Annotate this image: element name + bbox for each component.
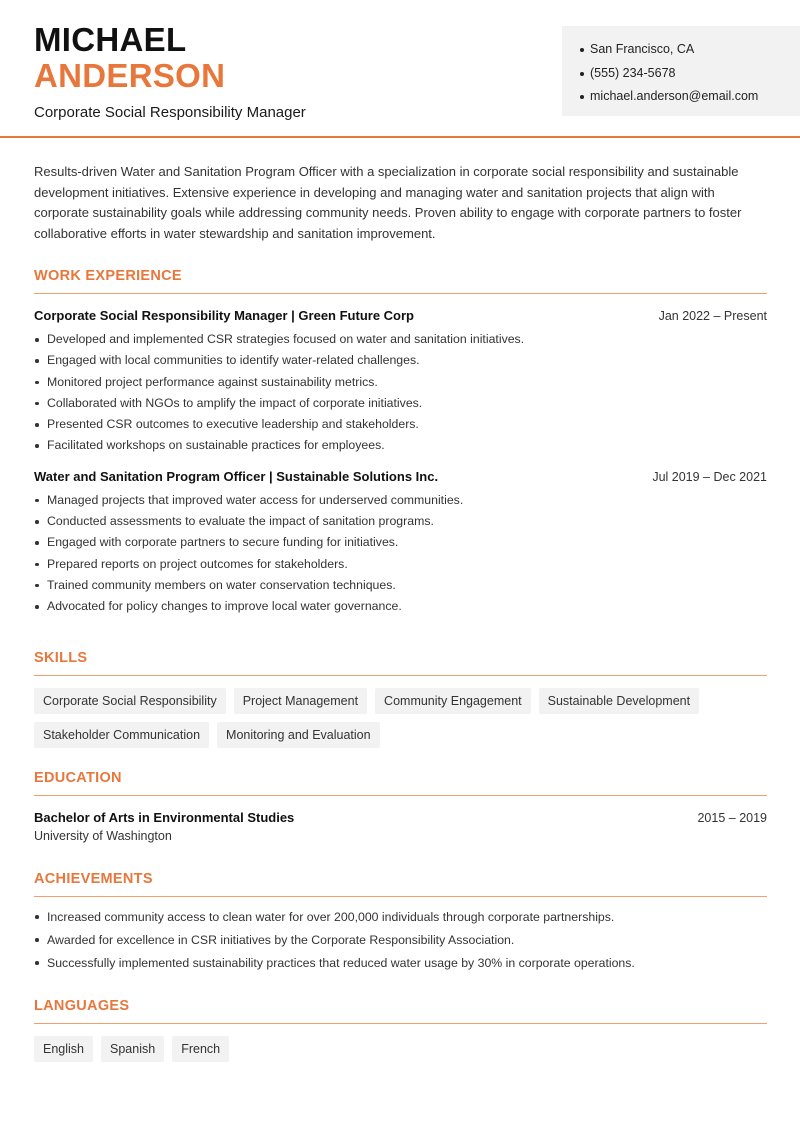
languages-section: [34, 998, 767, 1062]
contact-box: [562, 26, 800, 116]
last-name: ANDERSON: [34, 57, 226, 94]
job-role: Water and Sanitation Program Officer | Sustainable Solutions Inc.: [34, 468, 439, 484]
resume-content: [34, 162, 767, 1056]
skills-section: [34, 650, 767, 748]
work-section: [34, 268, 767, 618]
job-head: [34, 308, 767, 323]
skill-tag: Monitoring and Evaluation: [217, 722, 380, 748]
list-item: Collaborated with NGOs to amplify the impact of corporate initiatives.: [34, 393, 767, 414]
list-item: Facilitated workshops on sustainable practices for employees.: [34, 435, 767, 456]
job-bullets: [34, 490, 767, 618]
first-name: MICHAEL: [34, 21, 187, 58]
education-section: [34, 770, 767, 843]
job-date: Jul 2019 – Dec 2021: [652, 469, 767, 484]
list-item: Engaged with corporate partners to secure funding for initiatives.: [34, 532, 767, 553]
job-role: Corporate Social Responsibility Manager | Green Future Corp: [34, 308, 414, 323]
list-item: Advocated for policy changes to improve local water governance.: [34, 596, 767, 617]
list-item: Engaged with local communities to identify water-related challenges.: [34, 350, 767, 371]
language-tag: Spanish: [101, 1036, 164, 1062]
skills-tags: [34, 688, 767, 748]
list-item: Presented CSR outcomes to executive leadership and stakeholders.: [34, 414, 767, 435]
job-bullets: [34, 329, 767, 457]
job-entry: [34, 308, 767, 457]
education-heading: EDUCATION: [34, 770, 767, 796]
contact-phone: (555) 234-5678: [580, 62, 800, 86]
job-entry: [34, 469, 767, 618]
job-head: [34, 469, 767, 484]
list-item: Awarded for excellence in CSR initiatives by the Corporate Responsibility Association.: [34, 929, 767, 952]
skill-tag: Sustainable Development: [539, 688, 699, 714]
contact-list: [580, 38, 800, 109]
language-tag: French: [172, 1036, 229, 1062]
job-date: Jan 2022 – Present: [658, 309, 767, 323]
language-tags: [34, 1036, 767, 1062]
languages-heading: LANGUAGES: [34, 998, 767, 1024]
list-item: Developed and implemented CSR strategies focused on water and sanitation initiatives.: [34, 329, 767, 350]
achievements-heading: ACHIEVEMENTS: [34, 871, 767, 897]
school: University of Washington: [34, 829, 172, 843]
contact-location: San Francisco, CA: [580, 38, 800, 62]
skill-tag: Community Engagement: [375, 688, 531, 714]
list-item: Conducted assessments to evaluate the impact of sanitation programs.: [34, 511, 767, 532]
contact-email: michael.anderson@email.com: [580, 85, 800, 109]
education-date: 2015 – 2019: [697, 811, 767, 825]
skills-heading: SKILLS: [34, 650, 767, 676]
education-head: [34, 810, 767, 825]
resume-header: [0, 0, 800, 138]
list-item: Managed projects that improved water access for underserved communities.: [34, 490, 767, 511]
list-item: Prepared reports on project outcomes for stakeholders.: [34, 554, 767, 575]
list-item: Trained community members on water conservation techniques.: [34, 575, 767, 596]
achievements-section: [34, 871, 767, 975]
language-tag: English: [34, 1036, 93, 1062]
skill-tag: Project Management: [234, 688, 367, 714]
list-item: Increased community access to clean water for over 200,000 individuals through corporate partnerships.: [34, 906, 767, 929]
degree: Bachelor of Arts in Environmental Studies: [34, 810, 295, 825]
summary: Results-driven Water and Sanitation Program Officer with a specialization in corporate social responsibility and sustainable development initiatives. Extensive experience in developing and managing water and sanitation projects that align with corporate sustainability goals while addressing community needs. Proven ability to engage with corporate partners to foster collaborative efforts in water stewardship and sanitation improvement.: [34, 164, 742, 241]
list-item: Successfully implemented sustainability practices that reduced water usage by 30% in corporate operations.: [34, 952, 767, 975]
job-title: Corporate Social Responsibility Manager: [34, 104, 306, 121]
skill-tag: Corporate Social Responsibility: [34, 688, 226, 714]
name-block: [34, 22, 306, 121]
list-item: Monitored project performance against sustainability metrics.: [34, 372, 767, 393]
skill-tag: Stakeholder Communication: [34, 722, 209, 748]
work-heading: WORK EXPERIENCE: [34, 268, 767, 294]
achievements-list: [34, 906, 767, 975]
